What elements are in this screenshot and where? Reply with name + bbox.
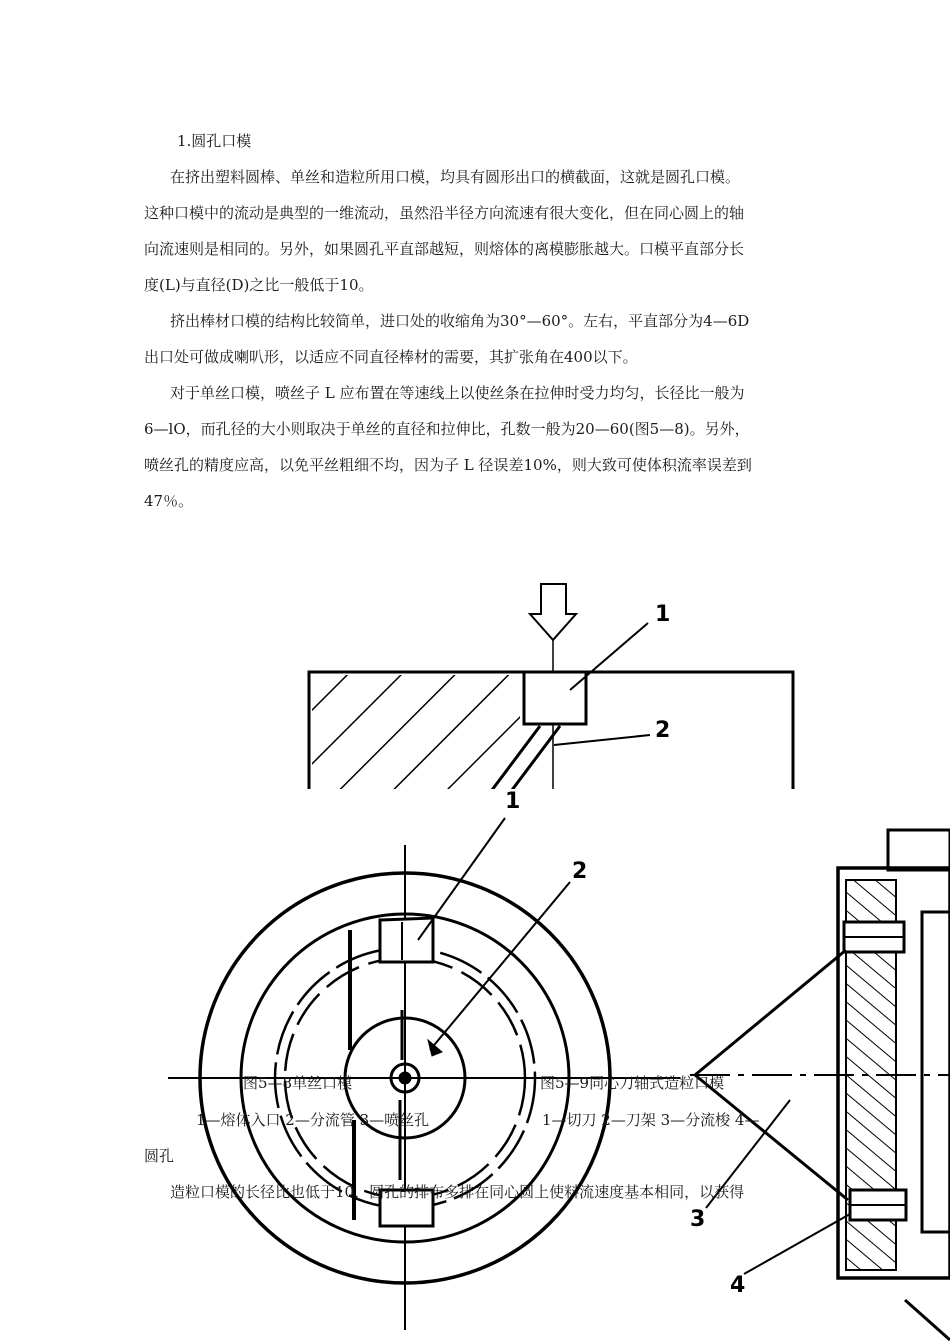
paragraph-2-line-1: 挤出棒材口模的结构比较简单，进口处的收缩角为30°—60°。左右，平直部分为4—6D xyxy=(170,312,750,330)
section-heading: 1.圆孔口模 xyxy=(177,132,252,150)
top-figure-label-1: 1 xyxy=(655,602,671,627)
single-filament-die-section xyxy=(309,584,793,812)
left-figure-label-1: 1 xyxy=(505,789,521,814)
paragraph-1-line-4: 度(L)与直径(D)之比一般低于10。 xyxy=(144,276,374,294)
paragraph-1-line-1: 在挤出塑料圆棒、单丝和造粒所用口模，均具有圆形出口的横截面，这就是圆孔口模。 xyxy=(170,168,741,186)
paragraph-1-line-3: 向流速则是相同的。另外，如果圆孔平直部越短，则熔体的离模膨胀越大。口模平直部分长 xyxy=(144,240,745,258)
pelletizing-die-section xyxy=(690,830,950,1340)
left-figure-label-2: 2 xyxy=(572,859,588,884)
paragraph-3-line-1: 对于单丝口模，喷丝子 L 应布置在等速线上以使丝条在拉伸时受力均匀，长径比一般为 xyxy=(170,384,745,402)
paragraph-3-line-2: 6—lO，而孔径的大小则取决于单丝的直径和拉伸比，孔数一般为20—60(图5—8)。另外， xyxy=(144,420,750,438)
paragraph-3-line-3: 喷丝孔的精度应高，以免平丝粗细不均，因为子 L 径误差10%，则大致可使体积流率误差到 xyxy=(144,456,752,474)
paragraph-1-line-2: 这种口模中的流动是典型的一维流动，虽然沿半径方向流速有很大变化，但在同心圆上的轴 xyxy=(144,204,745,222)
right-figure-label-4: 4 xyxy=(730,1273,746,1298)
figure-5-9-title: 图5—9同心刀轴式造粒口模 xyxy=(540,1074,725,1092)
figure-5-9-legend: 1—切刀 2—刀架 3—分流梭 4— xyxy=(542,1111,760,1129)
paragraph-3-line-4: 47％。 xyxy=(144,492,194,510)
paragraph-4-line-1: 造粒口模的长径比也低于10，圆孔的排布多排在同心圆上使料流速度基本相同，以获得 xyxy=(170,1183,745,1201)
figure-5-8-title: 图5—8单丝口模 xyxy=(243,1074,353,1092)
legend-wrap-text: 圆孔 xyxy=(144,1147,175,1165)
paragraph-2-line-2: 出口处可做成喇叭形，以适应不同直径棒材的需要，其扩张角在400以下。 xyxy=(144,348,638,366)
top-figure-label-2: 2 xyxy=(655,718,671,743)
figure-5-8-legend: 1—熔体入口 2—分流管 3—喷丝孔 xyxy=(196,1111,430,1129)
right-figure-label-3: 3 xyxy=(690,1207,706,1232)
